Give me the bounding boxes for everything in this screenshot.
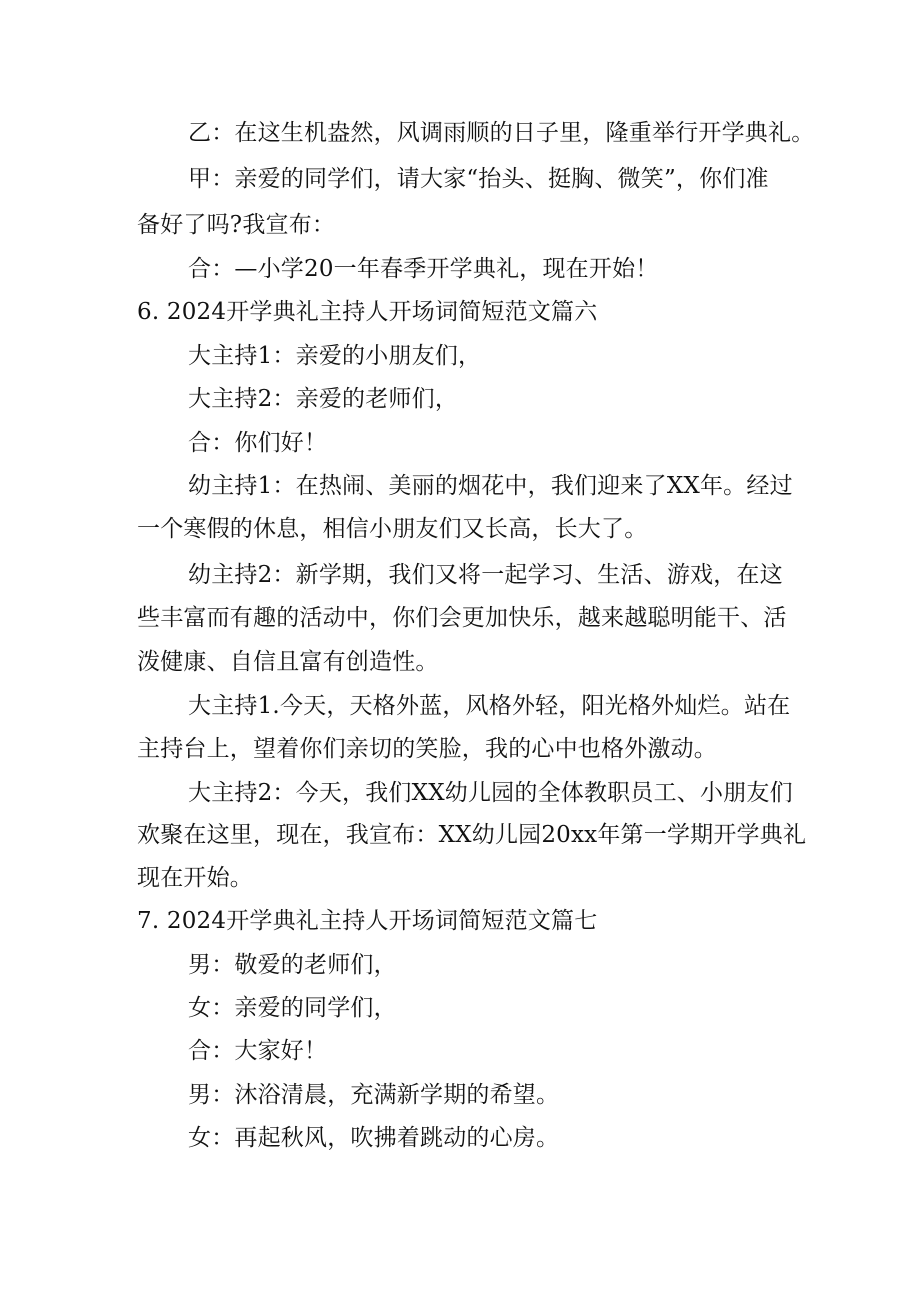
paragraph-line: 合：你们好！ [188,430,328,456]
paragraph-line: 欢聚在这里，现在，我宣布：XX幼儿园20xx年第一学期开学典礼 [137,822,807,848]
paragraph-line: 女：再起秋风，吹拂着跳动的心房。 [188,1125,560,1151]
paragraph-line: 幼主持1：在热闹、美丽的烟花中，我们迎来了XX年。经过 [188,473,793,499]
section-heading: 7. 2024开学典礼主持人开场词简短范文篇七 [137,908,598,934]
paragraph-line: 大主持2：今天，我们XX幼儿园的全体教职员工、小朋友们 [188,780,793,806]
paragraph-line: 大主持2：亲爱的老师们， [188,386,459,412]
section-heading: 6. 2024开学典礼主持人开场词简短范文篇六 [137,299,598,325]
paragraph-line: 甲：亲爱的同学们，请大家“抬头、挺胸、微笑”，你们准 [188,166,769,192]
paragraph-line: 合：—小学20一年春季开学典礼，现在开始！ [188,256,659,282]
paragraph-line: 泼健康、自信且富有创造性。 [137,649,439,675]
paragraph-line: 男：沐浴清晨，充满新学期的希望。 [188,1082,560,1108]
paragraph-line: 幼主持2：新学期，我们又将一起学习、生活、游戏，在这 [188,562,783,588]
paragraph-line: 乙：在这生机盎然，风调雨顺的日子里，隆重举行开学典礼。 [188,120,815,146]
paragraph-line: 男：敬爱的老师们， [188,952,397,978]
paragraph-line: 备好了吗?我宣布： [137,212,336,238]
paragraph-line: 些丰富而有趣的活动中，你们会更加快乐，越来越聪明能干、活 [137,605,787,631]
paragraph-line: 合：大家好！ [188,1038,328,1064]
paragraph-line: 女：亲爱的同学们， [188,995,397,1021]
paragraph-line: 主持台上，望着你们亲切的笑脸，我的心中也格外激动。 [137,736,717,762]
paragraph-line: 现在开始。 [137,865,253,891]
paragraph-line: 大主持1：亲爱的小朋友们， [188,343,482,369]
paragraph-line: 大主持1.今天，天格外蓝，风格外轻，阳光格外灿烂。站在 [188,693,791,719]
paragraph-line: 一个寒假的休息，相信小朋友们又长高，长大了。 [137,516,648,542]
